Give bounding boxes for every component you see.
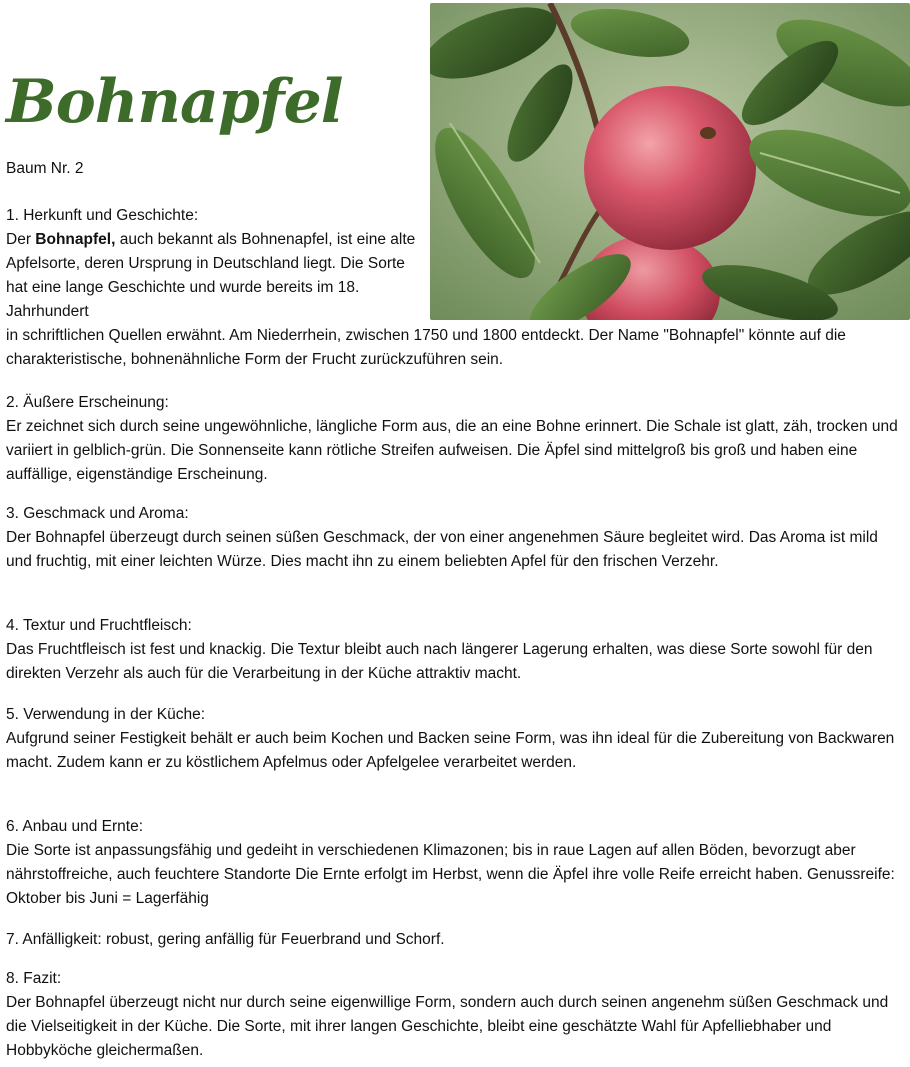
section-taste xyxy=(6,502,906,574)
section-history xyxy=(6,204,906,372)
section-conclusion xyxy=(6,967,906,1063)
tree-number: Baum Nr. 2 xyxy=(6,160,84,177)
page-title: Bohnapfel xyxy=(6,67,343,137)
section-texture xyxy=(6,614,906,686)
section-heading: 8. Fazit: xyxy=(6,970,62,987)
section-body: Die Sorte ist anpassungsfähig und gedeiht in verschiedenen Klimazonen; bis in raue Lagen auf allen Böden, bevorzugt aber nährstoffreiche, auch feuchtere Standorte Die Ernte erfolgt im Herbst, wenn die Äpfel ihre volle Reife erreicht haben. Genussreife: Oktober bis Juni = Lagerfähig xyxy=(6,842,895,907)
section-heading: 6. Anbau und Ernte: xyxy=(6,818,144,835)
section-kitchen xyxy=(6,703,906,775)
section-cultivation xyxy=(6,815,906,911)
section-heading: 4. Textur und Fruchtfleisch: xyxy=(6,617,192,634)
section-body-wide: in schriftlichen Quellen erwähnt. Am Niederrhein, zwischen 1750 und 1800 entdeckt. Der Name "Bohnapfel" könnte auf die charakteristische, bohnenähnliche Form der Frucht zurückzuführen sein. xyxy=(6,327,846,368)
body-lead: Der xyxy=(6,231,36,248)
section-heading: 1. Herkunft und Geschichte: xyxy=(6,207,199,224)
section-heading: 7. Anfälligkeit: robust, gering anfällig für Feuerbrand und Schorf. xyxy=(6,931,445,948)
section-appearance xyxy=(6,391,906,487)
body-text: auch bekannt als Bohnenapfel, ist eine alte Apfelsorte, deren Ursprung in Deutschland liegt. Die Sorte hat eine lange Geschichte und wurde bereits im 18. Jahrhundert xyxy=(6,231,416,320)
section-heading: 5. Verwendung in der Küche: xyxy=(6,706,206,723)
variety-name-bold: Bohnapfel, xyxy=(35,231,116,248)
section-body: Der Bohnapfel überzeugt nicht nur durch seine eigenwillige Form, sondern auch durch seinen angenehm süßen Geschmack und die Vielseitigkeit in der Küche. Die Sorte, mit ihrer langen Geschichte, bleibt eine geschätzte Wahl für Apfelliebhaber und Hobbyköche gleichermaßen. xyxy=(6,994,889,1059)
section-heading: 2. Äußere Erscheinung: xyxy=(6,394,169,411)
section-body: Er zeichnet sich durch seine ungewöhnliche, längliche Form aus, die an eine Bohne erinnert. Die Schale ist glatt, zäh, trocken und variiert in gelblich-grün. Die Sonnenseite kann rötliche Streifen aufweisen. Die Äpfel sind mittelgroß bis groß und haben eine auffällige, eigenständige Erscheinung. xyxy=(6,418,898,483)
section-body: Aufgrund seiner Festigkeit behält er auch beim Kochen und Backen seine Form, was ihn ideal für die Zubereitung von Backwaren macht. Zudem kann er zu köstlichem Apfelmus oder Apfelgelee verarbeitet werden. xyxy=(6,730,895,771)
section-body-narrow xyxy=(6,228,421,324)
section-heading: 3. Geschmack und Aroma: xyxy=(6,505,189,522)
section-body: Das Fruchtfleisch ist fest und knackig. Die Textur bleibt auch nach längerer Lagerung erhalten, was diese Sorte sowohl für den direkten Verzehr als auch für die Verarbeitung in der Küche attraktiv macht. xyxy=(6,641,873,682)
section-body: Der Bohnapfel überzeugt durch seinen süßen Geschmack, der von einer angenehmen Säure begleitet wird. Das Aroma ist mild und fruchtig, mit einer leichten Würze. Dies macht ihn zu einem beliebten Apfel für den frischen Verzehr. xyxy=(6,529,878,570)
section-susceptibility xyxy=(6,928,906,952)
